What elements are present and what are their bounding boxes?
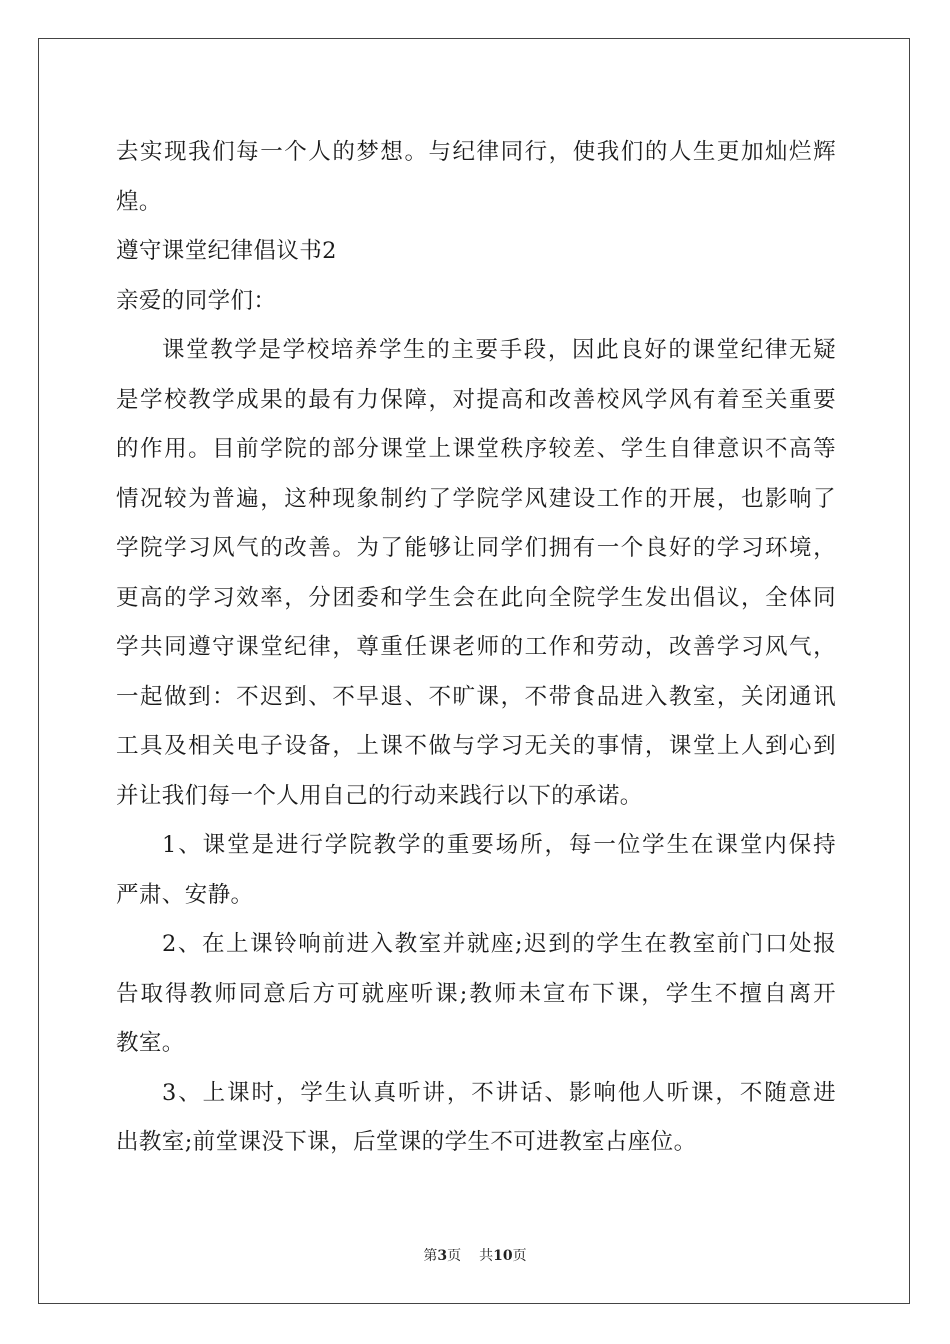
list-item-line: 告取得教师同意后方可就座听课;教师未宣布下课，学生不擅自离开 [116,980,836,1007]
text-line: 更高的学习效率，分团委和学生会在此向全院学生发出倡议，全体同 [116,584,836,611]
list-item-line: 2、在上课铃响前进入教室并就座;迟到的学生在教室前门口处报 [162,931,836,957]
list-item-line: 3、上课时，学生认真听讲，不讲话、影响他人听课，不随意进 [162,1079,836,1106]
page-prefix: 第 [423,1248,438,1264]
text-line: 学院学习风气的改善。为了能够让同学们拥有一个良好的学习环境， [116,535,836,561]
document-body [116,128,836,1168]
total-suffix: 页 [512,1248,527,1264]
text-line: 去实现我们每一个人的梦想。与纪律同行，使我们的人生更加灿烂辉 [116,139,836,165]
text-line: 情况较为普遍，这种现象制约了学院学风建设工作的开展，也影响了 [116,485,836,512]
list-item-line: 严肃、安静。 [116,881,254,908]
total-pages: 10 [493,1248,513,1264]
text-line: 学共同遵守课堂纪律，尊重任课老师的工作和劳动，改善学习风气， [116,634,836,660]
page-footer [0,1245,950,1265]
text-line: 并让我们每一个人用自己的行动来践行以下的承诺。 [116,782,643,809]
list-item-line: 1、课堂是进行学院教学的重要场所，每一位学生在课堂内保持 [162,832,836,858]
text-line: 是学校教学成果的最有力保障，对提高和改善校风学风有着至关重要 [116,386,836,413]
text-line: 煌。 [116,188,162,215]
text-line: 一起做到：不迟到、不早退、不旷课，不带食品进入教室，关闭通讯 [116,683,836,710]
section-title: 遵守课堂纪律倡议书2 [116,238,337,264]
page-number: 3 [437,1248,448,1264]
page-suffix: 页 [447,1248,462,1264]
salutation: 亲爱的同学们： [116,287,277,314]
list-item-line: 教室。 [116,1030,185,1056]
total-prefix: 共 [479,1248,494,1264]
text-line: 的作用。目前学院的部分课堂上课堂秩序较差、学生自律意识不高等 [116,436,836,462]
text-line: 课堂教学是学校培养学生的主要手段，因此良好的课堂纪律无疑 [162,337,836,363]
text-line: 工具及相关电子设备，上课不做与学习无关的事情，课堂上人到心到 [116,733,836,759]
list-item-line: 出教室;前堂课没下课，后堂课的学生不可进教室占座位。 [116,1129,697,1155]
